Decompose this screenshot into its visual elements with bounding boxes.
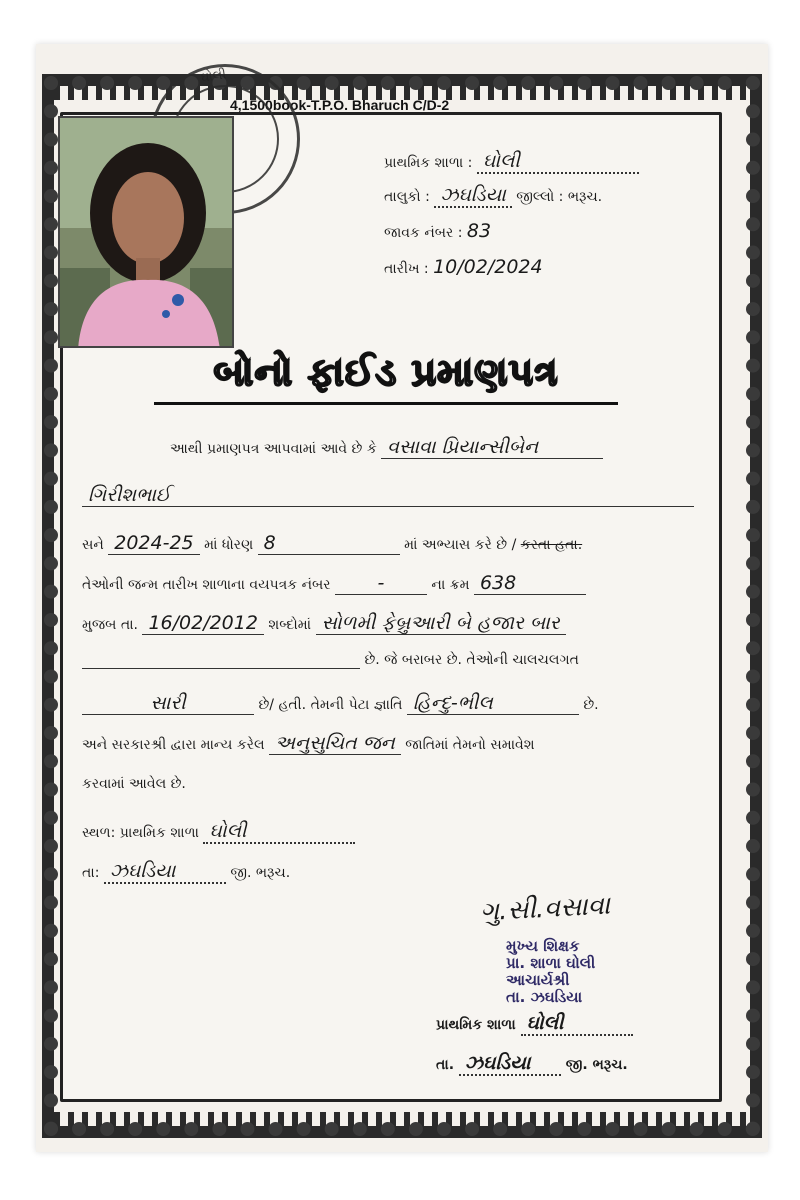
taluka-field: તાલુકો : ઝઘડિયા જીલ્લો : ભરૂચ.: [384, 184, 603, 206]
headmaster-seal: મુખ્ય શિક્ષક પ્રા. શાળા ઘોલી આચાર્યશ્રી તા. ઝઘડિયા: [506, 937, 596, 1006]
school-value: ઘોલી: [482, 150, 520, 172]
place-value: ઘોલી: [209, 820, 247, 842]
stamp-text: ઘોલી: [200, 67, 228, 86]
school-field: પ્રાથમિક શાળા : ઘોલી: [384, 150, 639, 174]
publisher-tag: 4,1500book-T.P.O. Bharuch C/D-2: [230, 97, 450, 113]
body-line-7: સારી છે/ હતી. તેમની પેટા જ્ઞાતિ હિન્દુ-ભીલ છે.: [82, 692, 599, 715]
district-label: જીલ્લો : ભરૂચ.: [516, 189, 603, 205]
conduct-value: સારી: [150, 692, 186, 714]
dob-value: 16/02/2012: [148, 612, 258, 634]
body-line-8: અને સરકારશ્રી દ્વારા માન્ય કરેલ અનુસુચિત જન જાતિમાં તેમનો સમાવેશ: [82, 732, 535, 754]
caste-value: હિન્દુ-ભીલ: [412, 692, 493, 714]
student-photo-image: [60, 118, 234, 348]
kram-value: 638: [479, 572, 517, 594]
body-line-1: આથી પ્રમાણપત્ર આપવામાં આવે છે કે વસાવા પ્રિયાન્સીબેન: [170, 436, 603, 459]
register-number: -: [377, 572, 385, 594]
footer-school-value: ઘોલી: [526, 1012, 564, 1034]
body-line-5: મુજબ તા. 16/02/2012 શબ્દોમાં સોળમી ફેબ્રુઆરી બે હજાર બાર: [82, 612, 566, 635]
body-line-3: સને 2024-25 માં ધોરણ 8 માં અભ્યાસ કરે છે / કરતા હતા.: [82, 532, 583, 554]
body-line-9: કરવામાં આવેલ છે.: [82, 776, 186, 792]
body-line-4: તેઓની જન્મ તારીખ શાળાના વયપત્રક નંબર - ના ક્રમ 638: [82, 572, 586, 595]
dob-words: સોળમી ફેબ્રુઆરી બે હજાર બાર: [321, 612, 560, 634]
footer-taluka2-field: તા. ઝઘડિયા જી. ભરૂચ.: [436, 1052, 628, 1074]
footer-taluka2-value: ઝઘડિયા: [464, 1052, 531, 1074]
student-name: વસાવા પ્રિયાન્સીબેન: [387, 436, 539, 458]
certificate-title: બોનો ફાઈડ પ્રમાણપત્ર: [213, 349, 559, 394]
certificate-title-block: [150, 342, 622, 410]
academic-year: 2024-25: [114, 532, 194, 554]
headmaster-signature: ગુ.સી.વસાવા: [479, 890, 611, 928]
place-field: સ્થળ: પ્રાથમિક શાળા ઘોલી: [82, 820, 355, 844]
standard-value: 8: [263, 532, 276, 554]
date-value: 10/02/2024: [433, 256, 543, 278]
outward-number-field: જાવક નંબર : 83: [384, 220, 492, 242]
footer-taluka-value: ઝઘડિયા: [109, 860, 176, 882]
student-photo: [58, 116, 234, 348]
category-value: અનુસુચિત જન: [274, 732, 395, 754]
footer-school-field: પ્રાથમિક શાળા ઘોલી: [436, 1012, 633, 1036]
struck-text: કરતા હતા.: [520, 537, 583, 553]
outward-number-value: 83: [466, 220, 492, 242]
father-name: ગિરીશભાઈ: [88, 484, 171, 506]
body-line-6: છે. જે બરાબર છે. તેઓની ચાલચલગત: [82, 652, 579, 669]
taluka-value: ઝઘડિયા: [440, 184, 506, 206]
body-line-2: [82, 484, 694, 507]
footer-taluka-field: તા: ઝઘડિયા જી. ભરૂચ.: [82, 860, 291, 882]
date-field: તારીખ : 10/02/2024: [384, 256, 543, 278]
